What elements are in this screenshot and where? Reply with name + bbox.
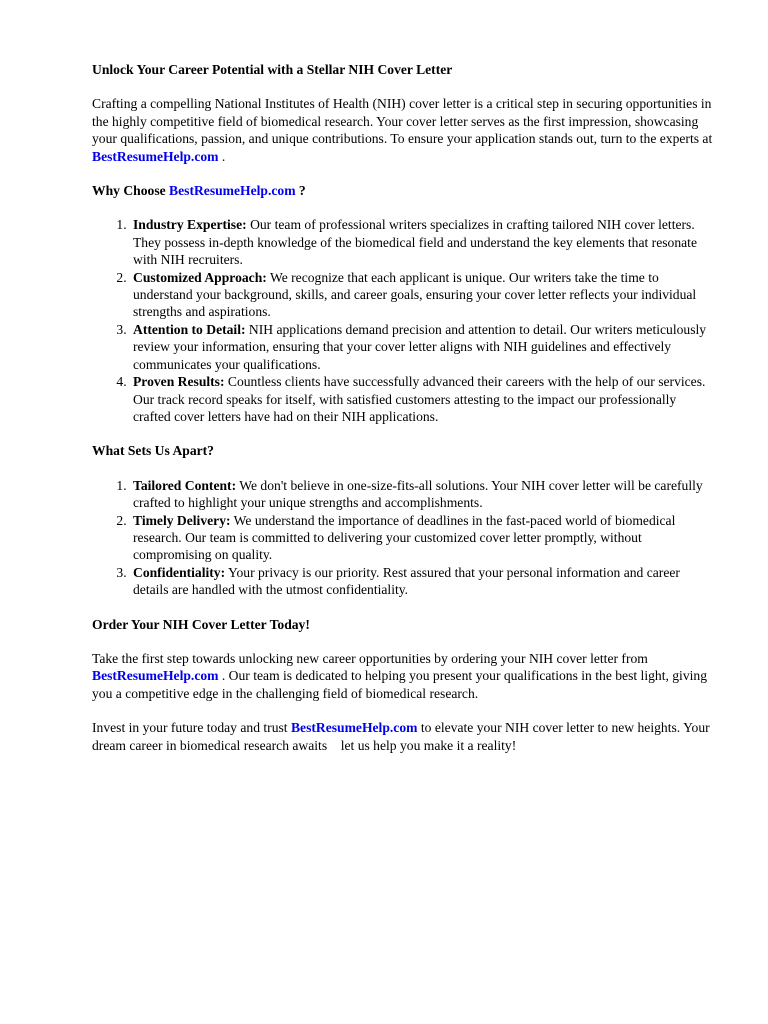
heading-what-sets-us-apart: What Sets Us Apart? xyxy=(92,443,214,459)
order-paragraph xyxy=(92,650,716,702)
heading-why-choose xyxy=(92,182,716,199)
list-item-title: Tailored Content: xyxy=(133,477,237,493)
list-item-title: Proven Results: xyxy=(133,374,225,390)
order-text-before: Take the first step towards unlocking new career opportunities by ordering your NIH cover letter from xyxy=(92,650,648,666)
list-item-body: We understand the importance of deadlines in the fast-paced world of biomedical research. Our team is committed to delivering your customized cover letter promptly, without compromising on quality. xyxy=(133,512,676,563)
list-item xyxy=(130,373,716,425)
intro-text-before: Crafting a compelling National Institutes of Health (NIH) cover letter is a critical step in securing opportunities in the highly competitive field of biomedical research. Your cover letter serves as the first impression, showcasing your qualifications, passion, and unique contributions. To ensure your application stands out, turn to the experts at xyxy=(92,96,713,147)
list-item-body: Countless clients have successfully advanced their careers with the help of our services. Our track record speaks for itself, with satisfied customers attesting to the impact our professionally crafted cover letters have had on their NIH applications. xyxy=(133,374,706,424)
list-item-body: We don't believe in one-size-fits-all solutions. Your NIH cover letter will be carefully crafted to highlight your unique strengths and accomplishments. xyxy=(133,477,703,511)
invest-text-before: Invest in your future today and trust xyxy=(92,720,291,736)
list-item xyxy=(130,564,716,599)
list-item-title: Customized Approach: xyxy=(133,269,267,285)
list-item-body: We recognize that each applicant is unique. Our writers take the time to understand your background, skills, and career goals, ensuring your cover letter reflects your individual strengths and aspirations. xyxy=(133,269,697,320)
intro-text-after: . xyxy=(218,148,226,164)
list-item-body: NIH applications demand precision and attention to detail. Our writers meticulously review your information, ensuring that your cover letter aligns with NIH guidelines and effectively communicates your qualifications. xyxy=(133,321,707,372)
bestresumehelp-link[interactable]: BestResumeHelp.com xyxy=(92,668,219,684)
heading-order-today: Order Your NIH Cover Letter Today! xyxy=(92,616,310,632)
why-heading-after: ? xyxy=(295,183,306,199)
list-item-title: Industry Expertise: xyxy=(133,217,247,233)
list-item-title: Attention to Detail: xyxy=(133,321,246,337)
heading-unlock-career: Unlock Your Career Potential with a Stellar NIH Cover Letter xyxy=(92,62,453,77)
invest-paragraph xyxy=(92,719,716,754)
invest-text-after: to elevate your NIH cover letter to new heights. Your dream career in biomedical research awaits let us help you make it a reality! xyxy=(92,720,710,753)
list-item-body: Your privacy is our priority. Rest assured that your personal information and career details are handled with the utmost confidentiality. xyxy=(133,564,680,598)
list-item-body: Our team of professional writers specializes in crafting tailored NIH cover letters. They possess in-depth knowledge of the biomedical field and understand the key elements that resonate with NIH recruiters. xyxy=(133,217,697,268)
why-choose-list xyxy=(92,216,716,425)
list-item-title: Confidentiality: xyxy=(133,564,226,580)
list-item xyxy=(130,321,716,373)
order-text-after: . Our team is dedicated to helping you present your qualifications in the best light, giving you a competitive edge in the challenging field of biomedical research. xyxy=(92,668,708,701)
bestresumehelp-link[interactable]: BestResumeHelp.com xyxy=(290,720,418,736)
intro-paragraph xyxy=(92,95,716,165)
list-item-title: Timely Delivery: xyxy=(133,512,231,528)
apart-list xyxy=(92,477,716,599)
why-heading-before: Why Choose xyxy=(92,183,170,199)
list-item xyxy=(130,477,716,512)
bestresumehelp-link[interactable]: BestResumeHelp.com xyxy=(92,148,219,164)
bestresumehelp-link[interactable]: BestResumeHelp.com xyxy=(169,183,296,199)
list-item xyxy=(130,512,716,564)
list-item xyxy=(130,269,716,321)
list-item xyxy=(130,216,716,268)
